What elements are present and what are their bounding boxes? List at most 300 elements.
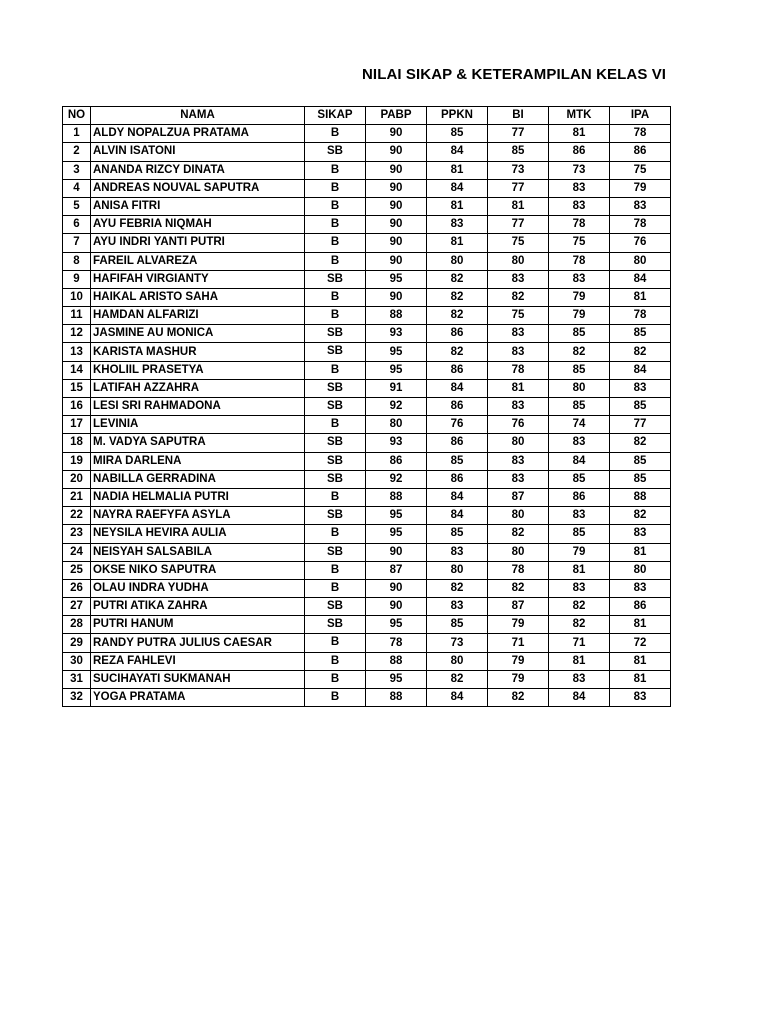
cell-ppkn: 86 (427, 398, 488, 416)
cell-ipa: 79 (610, 179, 671, 197)
cell-bi: 77 (488, 179, 549, 197)
cell-nama: AYU INDRI YANTI PUTRI (91, 234, 305, 252)
table-header-row (63, 107, 671, 125)
cell-ipa: 84 (610, 270, 671, 288)
cell-ipa: 85 (610, 452, 671, 470)
cell-sikap: SB (305, 434, 366, 452)
cell-nama: ANANDA RIZCY DINATA (91, 161, 305, 179)
cell-pabp: 86 (366, 452, 427, 470)
table-row (63, 234, 671, 252)
cell-mtk: 83 (549, 270, 610, 288)
cell-mtk: 78 (549, 216, 610, 234)
cell-nama: NEISYAH SALSABILA (91, 543, 305, 561)
table-row (63, 616, 671, 634)
cell-nama: OLAU INDRA YUDHA (91, 579, 305, 597)
cell-bi: 75 (488, 307, 549, 325)
cell-mtk: 86 (549, 143, 610, 161)
cell-mtk: 86 (549, 488, 610, 506)
cell-ppkn: 85 (427, 525, 488, 543)
cell-ppkn: 82 (427, 343, 488, 361)
table-row (63, 689, 671, 707)
table-row (63, 543, 671, 561)
cell-nama: HAFIFAH VIRGIANTY (91, 270, 305, 288)
table-row (63, 470, 671, 488)
cell-mtk: 83 (549, 197, 610, 215)
cell-bi: 79 (488, 652, 549, 670)
cell-pabp: 87 (366, 561, 427, 579)
cell-ipa: 81 (610, 288, 671, 306)
cell-ppkn: 84 (427, 488, 488, 506)
cell-nama: ALVIN ISATONI (91, 143, 305, 161)
cell-sikap: B (305, 288, 366, 306)
cell-pabp: 95 (366, 507, 427, 525)
table-row (63, 452, 671, 470)
cell-mtk: 85 (549, 398, 610, 416)
cell-ipa: 85 (610, 398, 671, 416)
cell-sikap: SB (305, 343, 366, 361)
cell-nama: NAYRA RAEFYFA ASYLA (91, 507, 305, 525)
table-row (63, 652, 671, 670)
table-row (63, 216, 671, 234)
cell-pabp: 88 (366, 488, 427, 506)
cell-nama: RANDY PUTRA JULIUS CAESAR (91, 634, 305, 652)
table-row (63, 398, 671, 416)
cell-ipa: 85 (610, 325, 671, 343)
table-row (63, 161, 671, 179)
cell-no: 31 (63, 670, 91, 688)
header-mtk: MTK (549, 107, 610, 125)
cell-no: 26 (63, 579, 91, 597)
cell-nama: ALDY NOPALZUA PRATAMA (91, 125, 305, 143)
table-row (63, 598, 671, 616)
cell-mtk: 81 (549, 125, 610, 143)
cell-pabp: 90 (366, 598, 427, 616)
cell-nama: HAMDAN ALFARIZI (91, 307, 305, 325)
cell-ppkn: 85 (427, 125, 488, 143)
cell-sikap: B (305, 216, 366, 234)
cell-mtk: 81 (549, 561, 610, 579)
cell-sikap: SB (305, 325, 366, 343)
cell-nama: PUTRI ATIKA ZAHRA (91, 598, 305, 616)
cell-no: 23 (63, 525, 91, 543)
header-pabp: PABP (366, 107, 427, 125)
table-row (63, 434, 671, 452)
table-row (63, 416, 671, 434)
cell-pabp: 90 (366, 543, 427, 561)
cell-ipa: 81 (610, 543, 671, 561)
cell-no: 27 (63, 598, 91, 616)
cell-mtk: 85 (549, 325, 610, 343)
cell-mtk: 83 (549, 579, 610, 597)
cell-bi: 81 (488, 379, 549, 397)
cell-mtk: 83 (549, 179, 610, 197)
cell-sikap: B (305, 561, 366, 579)
cell-no: 20 (63, 470, 91, 488)
cell-pabp: 95 (366, 525, 427, 543)
cell-nama: JASMINE AU MONICA (91, 325, 305, 343)
cell-no: 24 (63, 543, 91, 561)
cell-pabp: 90 (366, 216, 427, 234)
cell-nama: YOGA PRATAMA (91, 689, 305, 707)
cell-ppkn: 86 (427, 470, 488, 488)
cell-nama: ANDREAS NOUVAL SAPUTRA (91, 179, 305, 197)
cell-bi: 83 (488, 343, 549, 361)
cell-no: 14 (63, 361, 91, 379)
cell-pabp: 93 (366, 325, 427, 343)
cell-ppkn: 84 (427, 689, 488, 707)
cell-ipa: 85 (610, 470, 671, 488)
cell-nama: HAIKAL ARISTO SAHA (91, 288, 305, 306)
cell-sikap: B (305, 488, 366, 506)
grades-table-body (63, 125, 671, 707)
cell-ppkn: 83 (427, 216, 488, 234)
cell-sikap: SB (305, 470, 366, 488)
cell-sikap: SB (305, 543, 366, 561)
cell-nama: LEVINIA (91, 416, 305, 434)
cell-bi: 83 (488, 470, 549, 488)
cell-pabp: 93 (366, 434, 427, 452)
cell-bi: 79 (488, 670, 549, 688)
cell-ipa: 84 (610, 361, 671, 379)
cell-pabp: 95 (366, 343, 427, 361)
cell-no: 1 (63, 125, 91, 143)
cell-ppkn: 82 (427, 307, 488, 325)
cell-mtk: 79 (549, 543, 610, 561)
cell-sikap: B (305, 525, 366, 543)
cell-mtk: 83 (549, 507, 610, 525)
cell-ppkn: 84 (427, 143, 488, 161)
cell-ppkn: 86 (427, 361, 488, 379)
cell-ppkn: 80 (427, 561, 488, 579)
cell-sikap: SB (305, 598, 366, 616)
cell-ppkn: 80 (427, 252, 488, 270)
cell-sikap: SB (305, 379, 366, 397)
table-row (63, 179, 671, 197)
cell-mtk: 81 (549, 652, 610, 670)
cell-ipa: 81 (610, 616, 671, 634)
cell-bi: 75 (488, 234, 549, 252)
cell-pabp: 88 (366, 307, 427, 325)
cell-sikap: SB (305, 507, 366, 525)
cell-ppkn: 76 (427, 416, 488, 434)
cell-ppkn: 84 (427, 179, 488, 197)
table-row (63, 307, 671, 325)
cell-nama: SUCIHAYATI SUKMANAH (91, 670, 305, 688)
cell-pabp: 95 (366, 616, 427, 634)
cell-pabp: 95 (366, 270, 427, 288)
cell-sikap: SB (305, 398, 366, 416)
table-row (63, 343, 671, 361)
cell-bi: 87 (488, 488, 549, 506)
cell-no: 30 (63, 652, 91, 670)
cell-ipa: 86 (610, 143, 671, 161)
cell-mtk: 82 (549, 616, 610, 634)
cell-pabp: 78 (366, 634, 427, 652)
cell-bi: 83 (488, 270, 549, 288)
cell-bi: 80 (488, 252, 549, 270)
cell-ppkn: 81 (427, 197, 488, 215)
cell-ppkn: 83 (427, 543, 488, 561)
cell-ppkn: 80 (427, 652, 488, 670)
table-row (63, 325, 671, 343)
cell-mtk: 75 (549, 234, 610, 252)
table-row (63, 579, 671, 597)
cell-mtk: 80 (549, 379, 610, 397)
table-row (63, 507, 671, 525)
cell-bi: 83 (488, 398, 549, 416)
cell-bi: 73 (488, 161, 549, 179)
cell-pabp: 92 (366, 398, 427, 416)
cell-mtk: 84 (549, 452, 610, 470)
cell-pabp: 90 (366, 252, 427, 270)
cell-ppkn: 82 (427, 670, 488, 688)
cell-mtk: 79 (549, 288, 610, 306)
cell-no: 5 (63, 197, 91, 215)
cell-ipa: 76 (610, 234, 671, 252)
cell-no: 18 (63, 434, 91, 452)
cell-no: 16 (63, 398, 91, 416)
cell-bi: 81 (488, 197, 549, 215)
cell-sikap: SB (305, 270, 366, 288)
cell-pabp: 88 (366, 689, 427, 707)
cell-sikap: B (305, 361, 366, 379)
cell-pabp: 95 (366, 361, 427, 379)
table-row (63, 197, 671, 215)
header-sikap: SIKAP (305, 107, 366, 125)
cell-mtk: 83 (549, 434, 610, 452)
cell-no: 19 (63, 452, 91, 470)
table-row (63, 379, 671, 397)
cell-ppkn: 84 (427, 507, 488, 525)
cell-mtk: 82 (549, 343, 610, 361)
cell-ppkn: 86 (427, 434, 488, 452)
cell-pabp: 90 (366, 161, 427, 179)
cell-no: 4 (63, 179, 91, 197)
cell-bi: 77 (488, 216, 549, 234)
cell-bi: 80 (488, 434, 549, 452)
cell-no: 6 (63, 216, 91, 234)
cell-ppkn: 82 (427, 270, 488, 288)
header-bi: BI (488, 107, 549, 125)
cell-bi: 82 (488, 525, 549, 543)
cell-sikap: B (305, 416, 366, 434)
cell-ipa: 83 (610, 579, 671, 597)
table-row (63, 525, 671, 543)
cell-mtk: 78 (549, 252, 610, 270)
cell-bi: 83 (488, 452, 549, 470)
cell-pabp: 90 (366, 579, 427, 597)
cell-nama: FAREIL ALVAREZA (91, 252, 305, 270)
cell-ipa: 83 (610, 197, 671, 215)
cell-pabp: 90 (366, 143, 427, 161)
cell-nama: NABILLA GERRADINA (91, 470, 305, 488)
cell-no: 7 (63, 234, 91, 252)
table-row (63, 143, 671, 161)
cell-no: 21 (63, 488, 91, 506)
cell-ipa: 81 (610, 670, 671, 688)
cell-ppkn: 82 (427, 288, 488, 306)
cell-nama: OKSE NIKO SAPUTRA (91, 561, 305, 579)
cell-nama: M. VADYA SAPUTRA (91, 434, 305, 452)
cell-pabp: 90 (366, 179, 427, 197)
cell-nama: PUTRI HANUM (91, 616, 305, 634)
cell-pabp: 91 (366, 379, 427, 397)
cell-sikap: B (305, 634, 366, 652)
cell-sikap: B (305, 307, 366, 325)
cell-ipa: 77 (610, 416, 671, 434)
cell-ppkn: 73 (427, 634, 488, 652)
cell-sikap: B (305, 234, 366, 252)
table-row (63, 561, 671, 579)
table-row (63, 288, 671, 306)
header-no: NO (63, 107, 91, 125)
cell-bi: 80 (488, 507, 549, 525)
cell-sikap: SB (305, 143, 366, 161)
cell-bi: 79 (488, 616, 549, 634)
cell-ipa: 78 (610, 307, 671, 325)
cell-ppkn: 84 (427, 379, 488, 397)
table-row (63, 125, 671, 143)
grades-table (62, 106, 671, 707)
cell-sikap: B (305, 197, 366, 215)
cell-ipa: 86 (610, 598, 671, 616)
cell-no: 8 (63, 252, 91, 270)
cell-bi: 83 (488, 325, 549, 343)
cell-mtk: 83 (549, 670, 610, 688)
cell-sikap: B (305, 579, 366, 597)
cell-mtk: 71 (549, 634, 610, 652)
cell-ppkn: 86 (427, 325, 488, 343)
cell-sikap: B (305, 161, 366, 179)
cell-ipa: 83 (610, 379, 671, 397)
cell-bi: 82 (488, 288, 549, 306)
cell-ipa: 82 (610, 507, 671, 525)
cell-bi: 77 (488, 125, 549, 143)
cell-ipa: 83 (610, 525, 671, 543)
cell-sikap: SB (305, 452, 366, 470)
cell-pabp: 80 (366, 416, 427, 434)
cell-no: 29 (63, 634, 91, 652)
cell-ipa: 72 (610, 634, 671, 652)
cell-no: 12 (63, 325, 91, 343)
cell-nama: KHOLIIL PRASETYA (91, 361, 305, 379)
cell-ipa: 88 (610, 488, 671, 506)
cell-sikap: B (305, 670, 366, 688)
cell-no: 25 (63, 561, 91, 579)
cell-bi: 82 (488, 689, 549, 707)
cell-no: 15 (63, 379, 91, 397)
cell-no: 32 (63, 689, 91, 707)
cell-nama: REZA FAHLEVI (91, 652, 305, 670)
cell-nama: LATIFAH AZZAHRA (91, 379, 305, 397)
cell-mtk: 85 (549, 470, 610, 488)
cell-pabp: 88 (366, 652, 427, 670)
cell-ipa: 81 (610, 652, 671, 670)
table-row (63, 634, 671, 652)
cell-ppkn: 81 (427, 161, 488, 179)
cell-ipa: 80 (610, 561, 671, 579)
table-row (63, 252, 671, 270)
cell-pabp: 90 (366, 288, 427, 306)
document-title: NILAI SIKAP & KETERAMPILAN KELAS VI (362, 66, 667, 83)
cell-mtk: 85 (549, 525, 610, 543)
cell-nama: MIRA DARLENA (91, 452, 305, 470)
cell-nama: NEYSILA HEVIRA AULIA (91, 525, 305, 543)
cell-no: 2 (63, 143, 91, 161)
cell-sikap: B (305, 179, 366, 197)
table-row (63, 361, 671, 379)
cell-no: 13 (63, 343, 91, 361)
cell-bi: 76 (488, 416, 549, 434)
cell-mtk: 85 (549, 361, 610, 379)
cell-mtk: 74 (549, 416, 610, 434)
cell-pabp: 92 (366, 470, 427, 488)
cell-sikap: SB (305, 616, 366, 634)
cell-ipa: 78 (610, 125, 671, 143)
table-row (63, 670, 671, 688)
header-nama: NAMA (91, 107, 305, 125)
cell-ipa: 82 (610, 343, 671, 361)
cell-nama: KARISTA MASHUR (91, 343, 305, 361)
cell-no: 3 (63, 161, 91, 179)
cell-sikap: B (305, 252, 366, 270)
cell-ppkn: 83 (427, 598, 488, 616)
table-row (63, 488, 671, 506)
cell-nama: LESI SRI RAHMADONA (91, 398, 305, 416)
cell-no: 11 (63, 307, 91, 325)
cell-sikap: B (305, 125, 366, 143)
table-row (63, 270, 671, 288)
cell-no: 17 (63, 416, 91, 434)
cell-ipa: 80 (610, 252, 671, 270)
cell-sikap: B (305, 652, 366, 670)
cell-ipa: 78 (610, 216, 671, 234)
cell-no: 10 (63, 288, 91, 306)
cell-bi: 82 (488, 579, 549, 597)
cell-nama: AYU FEBRIA NIQMAH (91, 216, 305, 234)
cell-mtk: 79 (549, 307, 610, 325)
cell-pabp: 90 (366, 197, 427, 215)
cell-bi: 80 (488, 543, 549, 561)
cell-bi: 87 (488, 598, 549, 616)
cell-ppkn: 85 (427, 616, 488, 634)
cell-mtk: 82 (549, 598, 610, 616)
cell-bi: 85 (488, 143, 549, 161)
cell-pabp: 90 (366, 234, 427, 252)
cell-ppkn: 81 (427, 234, 488, 252)
cell-sikap: B (305, 689, 366, 707)
cell-bi: 78 (488, 561, 549, 579)
cell-mtk: 73 (549, 161, 610, 179)
cell-ppkn: 85 (427, 452, 488, 470)
cell-bi: 71 (488, 634, 549, 652)
cell-ipa: 83 (610, 689, 671, 707)
cell-no: 22 (63, 507, 91, 525)
cell-ppkn: 82 (427, 579, 488, 597)
cell-nama: ANISA FITRI (91, 197, 305, 215)
cell-nama: NADIA HELMALIA PUTRI (91, 488, 305, 506)
cell-ipa: 75 (610, 161, 671, 179)
cell-pabp: 95 (366, 670, 427, 688)
header-ipa: IPA (610, 107, 671, 125)
cell-no: 28 (63, 616, 91, 634)
header-ppkn: PPKN (427, 107, 488, 125)
cell-ipa: 82 (610, 434, 671, 452)
cell-bi: 78 (488, 361, 549, 379)
cell-no: 9 (63, 270, 91, 288)
cell-pabp: 90 (366, 125, 427, 143)
cell-mtk: 84 (549, 689, 610, 707)
